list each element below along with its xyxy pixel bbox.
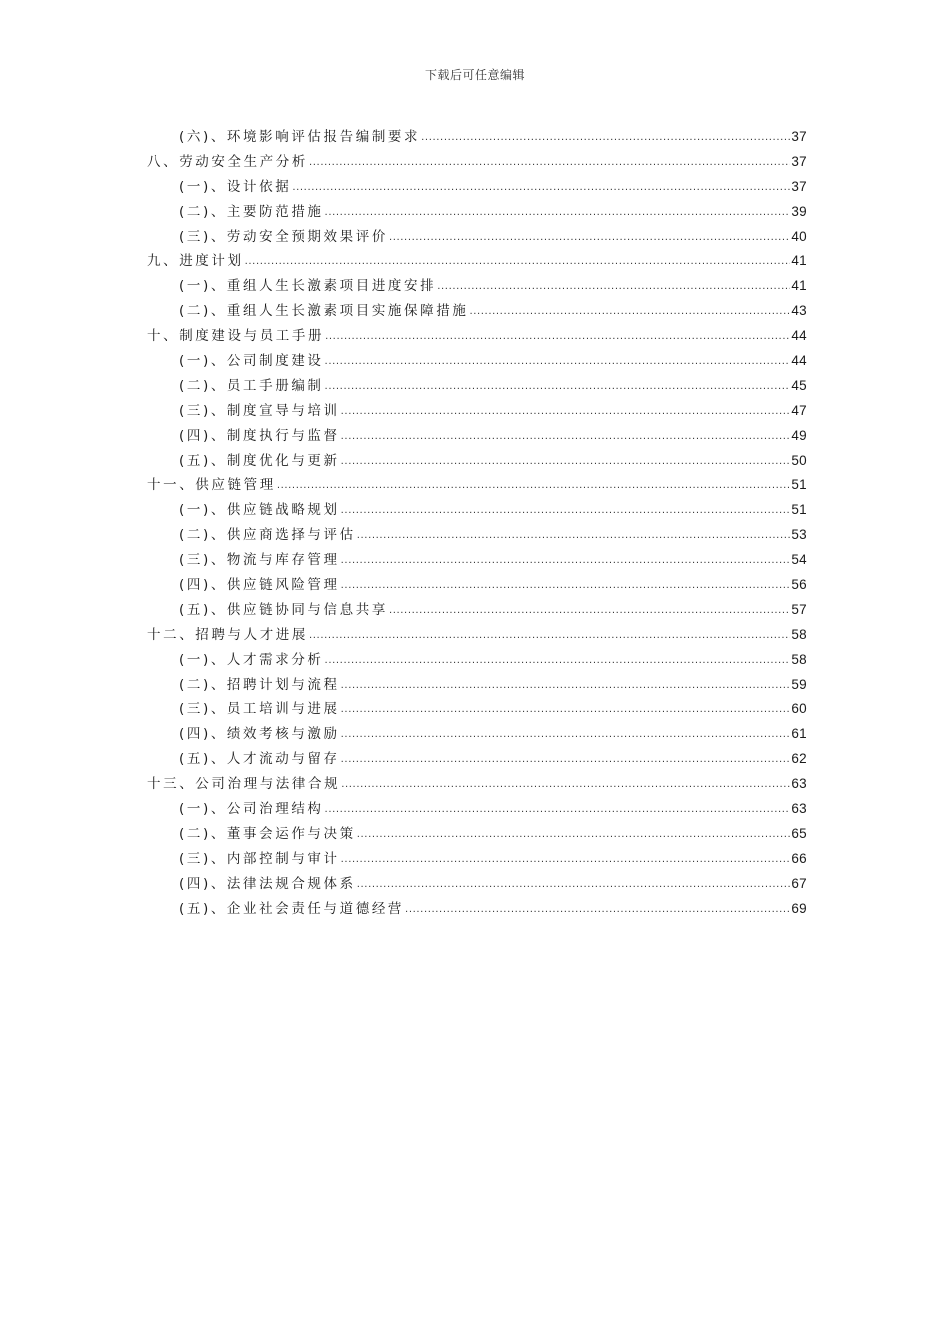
toc-section-entry[interactable]	[147, 548, 807, 573]
toc-entry-title: 八、劳动安全生产分析	[147, 153, 308, 170]
toc-section-entry[interactable]	[147, 822, 807, 847]
toc-entry-page-number: 50	[791, 452, 807, 468]
toc-section-entry[interactable]	[147, 274, 807, 299]
toc-chapter-entry[interactable]	[147, 249, 807, 274]
toc-dot-leader	[325, 323, 790, 350]
toc-dot-leader	[341, 672, 791, 699]
toc-dot-leader	[341, 547, 791, 574]
toc-entry-title: (一)、人才需求分析	[179, 651, 324, 668]
toc-dot-leader	[341, 398, 791, 425]
toc-entry-page-number: 54	[791, 552, 807, 568]
toc-dot-leader	[325, 796, 791, 823]
toc-entry-page-number: 40	[791, 228, 807, 244]
toc-section-entry[interactable]	[147, 374, 807, 399]
toc-chapter-entry[interactable]	[147, 324, 807, 349]
toc-dot-leader	[469, 298, 790, 325]
toc-entry-page-number: 62	[791, 751, 807, 767]
toc-dot-leader	[405, 896, 790, 923]
toc-dot-leader	[357, 522, 791, 549]
page-header: 下载后可任意编辑	[424, 68, 525, 82]
toc-entry-page-number: 63	[791, 776, 807, 792]
toc-entry-page-number: 47	[791, 402, 807, 418]
toc-entry-page-number: 56	[791, 577, 807, 593]
toc-entry-title: (四)、法律法规合规体系	[179, 875, 356, 892]
toc-entry-title: 十二、招聘与人才进展	[147, 626, 308, 643]
toc-chapter-entry[interactable]	[147, 150, 807, 175]
toc-section-entry[interactable]	[147, 897, 807, 922]
toc-section-entry[interactable]	[147, 847, 807, 872]
toc-entry-title: (五)、制度优化与更新	[179, 452, 340, 469]
toc-section-entry[interactable]	[147, 225, 807, 250]
toc-entry-page-number: 66	[791, 850, 807, 866]
toc-dot-leader	[341, 423, 791, 450]
toc-section-entry[interactable]	[147, 523, 807, 548]
toc-entry-page-number: 58	[791, 626, 807, 642]
toc-entry-page-number: 58	[791, 651, 807, 667]
toc-entry-page-number: 37	[791, 178, 807, 194]
toc-entry-page-number: 67	[791, 875, 807, 891]
toc-entry-page-number: 44	[791, 328, 807, 344]
toc-dot-leader	[389, 597, 790, 624]
toc-entry-title: (二)、员工手册编制	[179, 377, 324, 394]
toc-section-entry[interactable]	[147, 598, 807, 623]
toc-dot-leader	[325, 348, 791, 375]
toc-entry-title: (二)、主要防范措施	[179, 203, 324, 220]
toc-entry-page-number: 61	[791, 726, 807, 742]
toc-dot-leader	[389, 224, 790, 251]
toc-dot-leader	[341, 771, 790, 798]
toc-section-entry[interactable]	[147, 125, 807, 150]
toc-entry-title: (三)、员工培训与进展	[179, 701, 340, 718]
toc-entry-page-number: 43	[791, 303, 807, 319]
toc-entry-title: (三)、物流与库存管理	[179, 552, 340, 569]
toc-entry-title: (一)、设计依据	[179, 178, 292, 195]
toc-section-entry[interactable]	[147, 722, 807, 747]
toc-entry-title: 十一、供应链管理	[147, 477, 276, 494]
toc-entry-page-number: 41	[791, 278, 807, 294]
toc-entry-title: (四)、绩效考核与激励	[179, 726, 340, 743]
toc-entry-title: (一)、公司治理结构	[179, 801, 324, 818]
toc-section-entry[interactable]	[147, 449, 807, 474]
toc-entry-title: (三)、制度宣导与培训	[179, 402, 340, 419]
toc-entry-page-number: 69	[791, 900, 807, 916]
toc-dot-leader	[341, 746, 791, 773]
toc-entry-page-number: 39	[791, 203, 807, 219]
toc-section-entry[interactable]	[147, 648, 807, 673]
toc-entry-title: (二)、董事会运作与决策	[179, 825, 356, 842]
toc-entry-title: (二)、招聘计划与流程	[179, 676, 340, 693]
toc-entry-title: (四)、制度执行与监督	[179, 427, 340, 444]
toc-chapter-entry[interactable]	[147, 772, 807, 797]
toc-entry-page-number: 63	[791, 801, 807, 817]
toc-entry-page-number: 60	[791, 701, 807, 717]
toc-entry-page-number: 59	[791, 676, 807, 692]
toc-dot-leader	[341, 696, 791, 723]
toc-dot-leader	[245, 248, 791, 275]
toc-entry-page-number: 37	[791, 129, 807, 144]
toc-dot-leader	[325, 647, 791, 674]
toc-entry-title: (一)、重组人生长激素项目进度安排	[179, 278, 437, 295]
toc-entry-page-number: 53	[791, 527, 807, 543]
toc-entry-page-number: 37	[791, 153, 807, 169]
toc-dot-leader	[437, 273, 790, 300]
toc-dot-leader	[292, 174, 790, 201]
toc-entry-title: (一)、公司制度建设	[179, 353, 324, 370]
toc-entry-title: (二)、供应商选择与评估	[179, 527, 356, 544]
toc-section-entry[interactable]	[147, 697, 807, 722]
toc-entry-page-number: 65	[791, 825, 807, 841]
toc-dot-leader	[277, 472, 791, 499]
toc-entry-title: (一)、供应链战略规划	[179, 502, 340, 519]
toc-dot-leader	[309, 622, 790, 649]
toc-chapter-entry[interactable]	[147, 473, 807, 498]
toc-entry-title: (五)、供应链协同与信息共享	[179, 601, 388, 618]
toc-chapter-entry[interactable]	[147, 623, 807, 648]
toc-section-entry[interactable]	[147, 200, 807, 225]
toc-entry-title: (三)、内部控制与审计	[179, 850, 340, 867]
toc-section-entry[interactable]	[147, 424, 807, 449]
toc-entry-page-number: 51	[791, 502, 807, 518]
toc-entry-page-number: 44	[791, 353, 807, 369]
toc-entry-title: (四)、供应链风险管理	[179, 577, 340, 594]
toc-section-entry[interactable]	[147, 399, 807, 424]
toc-section-entry[interactable]	[147, 299, 807, 324]
toc-dot-leader	[357, 821, 791, 848]
toc-entry-title: 十、制度建设与员工手册	[147, 328, 325, 345]
toc-entry-page-number: 49	[791, 427, 807, 443]
toc-section-entry[interactable]	[147, 498, 807, 523]
toc-entry-title: 九、进度计划	[147, 253, 244, 270]
toc-entry-page-number: 41	[791, 253, 807, 269]
toc-dot-leader	[357, 871, 791, 898]
toc-section-entry[interactable]	[147, 573, 807, 598]
toc-dot-leader	[341, 497, 791, 524]
toc-dot-leader	[341, 448, 791, 475]
toc-section-entry[interactable]	[147, 673, 807, 698]
toc-entry-title: 十三、公司治理与法律合规	[147, 776, 341, 793]
toc-section-entry[interactable]	[147, 747, 807, 772]
toc-section-entry[interactable]	[147, 349, 807, 374]
toc-section-entry[interactable]	[147, 797, 807, 822]
toc-dot-leader	[325, 373, 791, 400]
toc-dot-leader	[325, 199, 791, 226]
toc-entry-page-number: 45	[791, 377, 807, 393]
toc-dot-leader	[309, 149, 790, 176]
toc-dot-leader	[341, 846, 791, 873]
toc-dot-leader	[341, 572, 791, 599]
toc-section-entry[interactable]	[147, 872, 807, 897]
toc-entry-title: (三)、劳动安全预期效果评价	[179, 228, 388, 245]
toc-entry-page-number: 51	[791, 477, 807, 493]
toc-entry-title: (五)、人才流动与留存	[179, 751, 340, 768]
toc-entry-title: (五)、企业社会责任与道德经营	[179, 900, 405, 917]
toc-entry-title: (二)、重组人生长激素项目实施保障措施	[179, 303, 469, 320]
toc-entry-page-number: 57	[791, 601, 807, 617]
toc-entry-title: (六)、环境影响评估报告编制要求	[179, 129, 421, 145]
toc-section-entry[interactable]	[147, 175, 807, 200]
toc-dot-leader	[421, 124, 790, 151]
toc-dot-leader	[341, 721, 791, 748]
table-of-contents	[147, 125, 807, 922]
